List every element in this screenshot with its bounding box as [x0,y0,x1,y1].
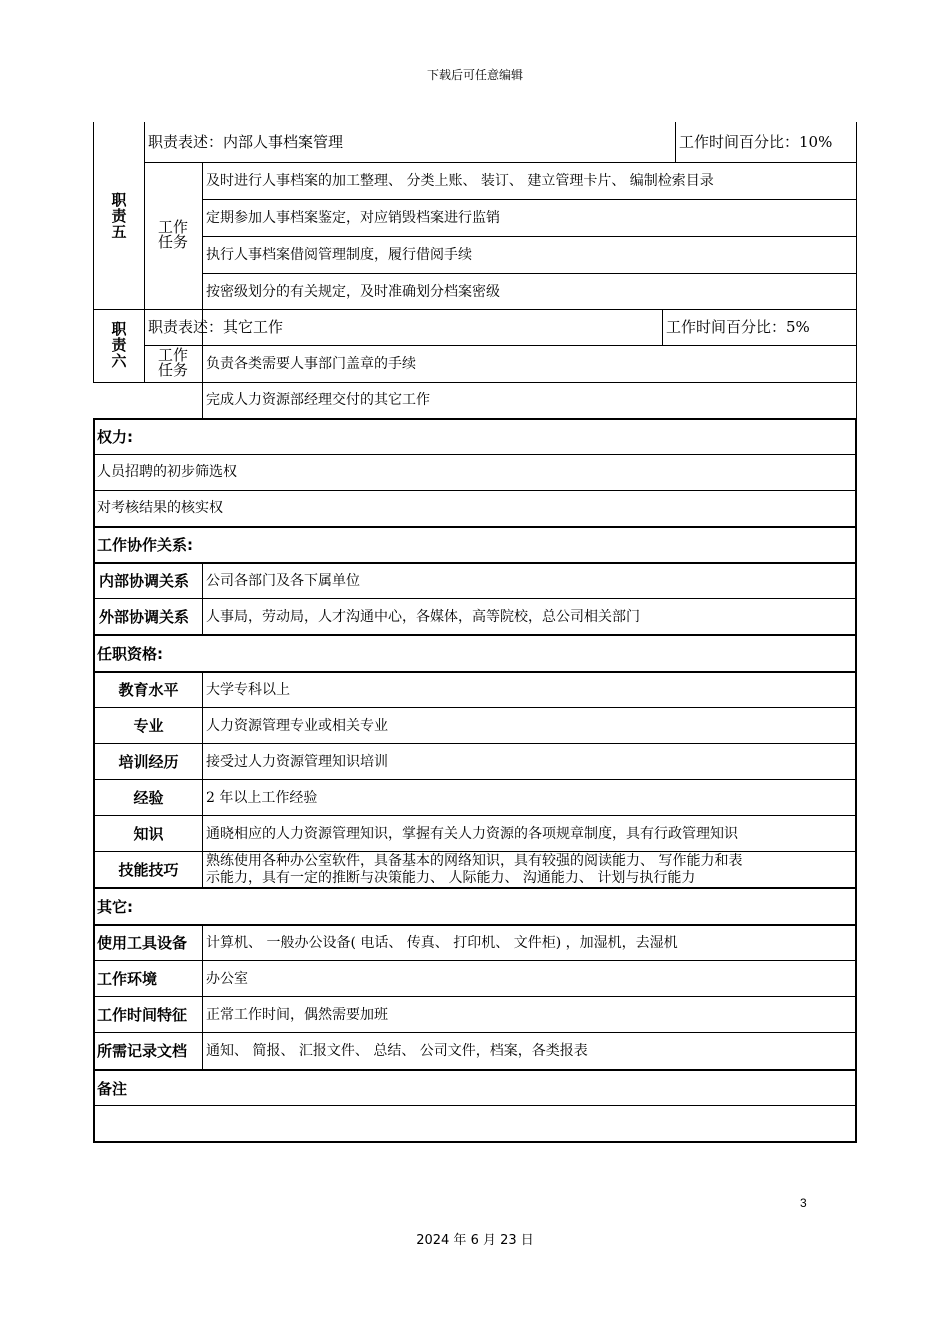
qual-value-education: 大学专科以上 [206,682,290,698]
other-value-environment: 办公室 [206,971,248,987]
other-label-work-time: 工作时间特征 [97,1006,188,1024]
qual-label-experience: 经验 [133,789,164,807]
duty5-description: 职责表述：内部人事档案管理 [148,133,344,151]
other-value-documents: 通知、 简报、 汇报文件、 总结、 公司文件，档案，各类报表 [206,1043,588,1059]
qualifications-title: 任职资格: [97,645,163,663]
external-relations-label: 外部协调关系 [99,608,190,626]
other-value-work-time: 正常工作时间，偶然需要加班 [206,1007,388,1023]
duty6-description: 职责表述：其它工作 [148,318,284,336]
remarks-content [95,1106,855,1141]
internal-relations-value: 公司各部门及各下属单位 [206,573,360,589]
authority-item: 人员招聘的初步筛选权 [97,464,237,480]
duty5-time-percent: 工作时间百分比：10% [679,133,833,151]
header-note: 下载后可任意编辑 [426,68,523,82]
other-title: 其它: [97,898,133,916]
duty6-task-label: 工作 任务 [157,346,188,379]
relations-title: 工作协作关系: [97,536,193,554]
other-value-tools: 计算机、 一般办公设备( 电话、 传真、 打印机、 文件柜) ，加湿机，去湿机 [206,935,678,951]
duty5-label: 职 责 五 [111,191,127,241]
footer-date: 2024 年 6 月 23 日 [416,1233,534,1248]
qual-label-skills: 技能技巧 [118,861,179,879]
external-relations-value: 人事局，劳动局，人才沟通中心，各媒体，高等院校，总公司相关部门 [206,609,640,625]
internal-relations-label: 内部协调关系 [99,572,190,590]
qual-value-knowledge: 通晓相应的人力资源管理知识，掌握有关人力资源的各项规章制度，具有行政管理知识 [206,826,738,842]
authority-title: 权力: [97,428,133,446]
qual-value-training: 接受过人力资源管理知识培训 [206,754,388,770]
duty5-task: 及时进行人事档案的加工整理、 分类上账、 装订、 建立管理卡片、 编制检索目录 [206,173,714,189]
other-label-environment: 工作环境 [97,970,158,988]
qual-label-major: 专业 [133,717,164,735]
duty5-task: 执行人事档案借阅管理制度，履行借阅手续 [206,247,472,263]
qual-label-training: 培训经历 [118,753,179,771]
duty6-task: 负责各类需要人事部门盖章的手续 [206,356,416,372]
duty5-task: 按密级划分的有关规定，及时准确划分档案密级 [206,284,500,300]
duty5-task-label: 工作 任务 [157,218,188,251]
other-label-documents: 所需记录文档 [97,1042,188,1060]
qual-label-education: 教育水平 [118,681,179,699]
other-label-tools: 使用工具设备 [97,934,188,952]
duty6-label: 职 责 六 [111,320,127,370]
remarks-title: 备注 [97,1080,128,1098]
qual-value-skills-line2: 示能力，具有一定的推断与决策能力、 人际能力、 沟通能力、 计划与执行能力 [206,870,696,886]
qual-value-skills-line1: 熟练使用各种办公室软件，具备基本的网络知识，具有较强的阅读能力、 写作能力和表 [206,853,743,869]
duty6-task: 完成人力资源部经理交付的其它工作 [206,392,430,408]
qual-value-experience: 2 年以上工作经验 [206,790,318,806]
duty6-time-percent: 工作时间百分比：5% [666,318,810,336]
authority-item: 对考核结果的核实权 [97,500,223,516]
qual-label-knowledge: 知识 [133,825,164,843]
qual-value-major: 人力资源管理专业或相关专业 [206,718,388,734]
page-number: 3 [800,1196,807,1210]
duty5-task: 定期参加人事档案鉴定，对应销毁档案进行监销 [206,210,500,226]
